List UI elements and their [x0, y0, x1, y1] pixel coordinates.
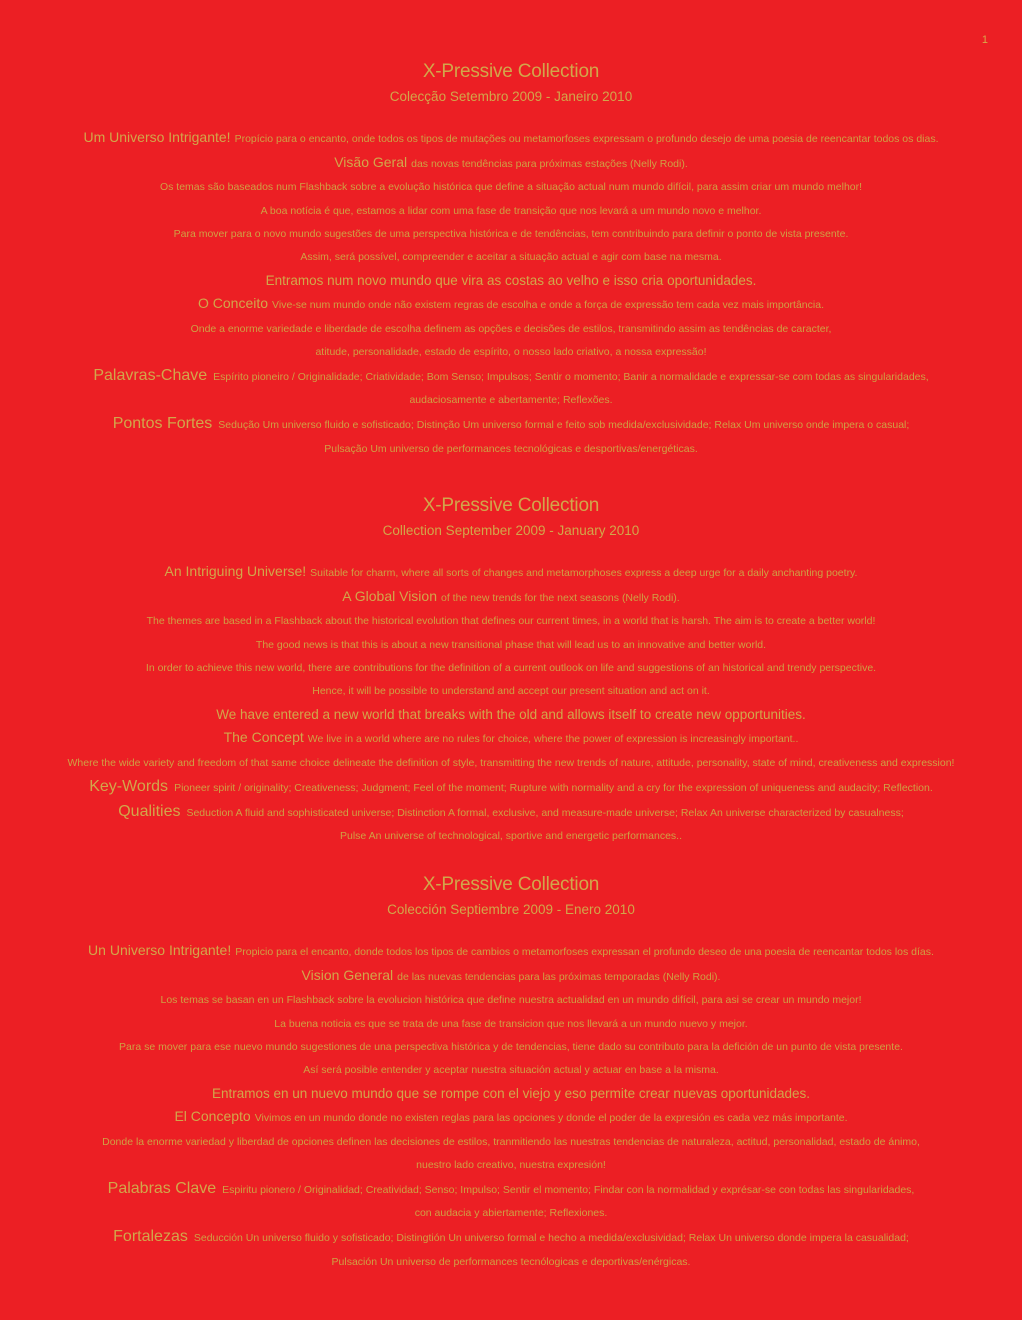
- body-line: Los temas se basan en un Flashback sobre la evolucion histórica que define nuestra actualidad en un mundo difícil, para asi se crear un mundo mejor!: [160, 994, 862, 1007]
- body-line: nuestro lado creativo, nuestra expresión!: [416, 1158, 606, 1171]
- universe-text: Propicio para el encanto, donde todos los tipos de cambios o metamorfoses expressan el profundo deseo de una poesia de reencantar todos los días.: [235, 946, 934, 958]
- section-subtitle: Colecção Setembro 2009 - Janeiro 2010: [389, 89, 633, 104]
- keywords-label: Palavras-Chave: [93, 367, 208, 385]
- vision-paragraph: [0, 585, 1022, 610]
- universe-label: Un Universo Intrigante!: [88, 942, 232, 958]
- body-line: Pulse An universe of technological, sportive and energetic performances..: [339, 830, 683, 843]
- body-line: Hence, it will be possible to understand and accept our present situation and act on it.: [312, 685, 710, 698]
- keywords-text: Pioneer spirit / originality; Creativeness; Judgment; Feel of the moment; Rupture with normality and a cry for the expression of uniqueness and audacity; Reflection.: [174, 781, 933, 794]
- vision-text: of the new trends for the next seasons (Nelly Rodi).: [441, 592, 680, 605]
- body-line: audaciosamente e abertamente; Reflexões.: [409, 394, 613, 407]
- universe-paragraph: [0, 126, 1022, 151]
- body-line: The good news is that this is about a new transitional phase that will lead us to an innovative and better world.: [255, 638, 767, 651]
- concept-label: O Conceito: [198, 295, 269, 312]
- section-spanish: [0, 873, 1022, 1274]
- section-title: X-Pressive Collection: [422, 495, 600, 516]
- concept-text: Vive-se num mundo onde não existem regras de escolha e onde a força de expressão tem cada vez mais importância.: [272, 299, 824, 312]
- highlight-line: Entramos en un nuevo mundo que se rompe con el viejo y eso permite crear nuevas oportunidades.: [211, 1086, 811, 1102]
- body-line: La buena noticia es que se trata de una fase de transicion que nos llevará a un mundo nuevo y mejor.: [274, 1017, 748, 1030]
- body-line: con audacia y abiertamente; Reflexiones.: [414, 1207, 608, 1220]
- body-line: atitude, personalidade, estado de espírito, o nosso lado criativo, a nossa expressão!: [315, 345, 707, 358]
- body-line: Donde la enorme variedad y liberdad de opciones definen las decisiones de estilos, tranmitiendo las nuestras tendencias de naturaleza, actitud, personalidad, estado de ánimo,: [102, 1135, 920, 1148]
- qualities-paragraph: [0, 800, 1022, 825]
- body-line: A boa notícia é que, estamos a lidar com uma fase de transição que nos levará a um mundo novo e melhor.: [260, 204, 762, 217]
- qualities-paragraph: [0, 1225, 1022, 1250]
- body-line: Where the wide variety and freedom of that same choice delineate the definition of style, transmitting the new trends of nature, attitude, personality, state of mind, creativeness and expression!: [67, 756, 955, 769]
- vision-label: Vision General: [301, 967, 394, 984]
- section-subtitle: Collection September 2009 - January 2010: [382, 523, 640, 538]
- body-line: Onde a enorme variedade e liberdade de escolha definem as opções e decisões de estilos, transmitindo assim as tendências de caracter,: [190, 322, 832, 335]
- universe-label: Um Universo Intrigante!: [83, 129, 231, 145]
- keywords-label: Palabras Clave: [107, 1180, 217, 1198]
- highlight-line: We have entered a new world that breaks with the old and allows itself to create new opportunities.: [216, 707, 806, 723]
- qualities-label: Pontos Fortes: [112, 415, 213, 433]
- universe-paragraph: [0, 560, 1022, 585]
- body-line: Pulsação Um universo de performances tecnológicas e desportivas/energéticas.: [324, 442, 698, 455]
- body-line: Para mover para o novo mundo sugestões de uma perspectiva histórica e de tendências, tem contribuindo para definir o ponto de vista presente.: [173, 227, 849, 240]
- universe-paragraph: [0, 939, 1022, 964]
- vision-text: de las nuevas tendencias para las próximas temporadas (Nelly Rodi).: [397, 971, 721, 984]
- vision-text: das novas tendências para próximas estações (Nelly Rodi).: [411, 158, 688, 171]
- qualities-label: Fortalezas: [113, 1228, 188, 1246]
- vision-paragraph: [0, 151, 1022, 176]
- vision-label: Visão Geral: [334, 154, 408, 171]
- section-title: X-Pressive Collection: [422, 874, 600, 895]
- vision-paragraph: [0, 964, 1022, 989]
- qualities-text: Seduction A fluid and sophisticated universe; Distinction A formal, exclusive, and measure-made universe; Relax An universe characterized by casualness;: [186, 807, 904, 820]
- concept-text: We live in a world where are no rules for choice, where the power of expression is increasingly important..: [307, 733, 799, 746]
- concept-paragraph: [0, 292, 1022, 317]
- body-line: Así será posible entender y aceptar nuestra situación actual y actuar en base a la misma.: [303, 1064, 719, 1077]
- concept-text: Vivimos en un mundo donde no existen reglas para las opciones y donde el poder de la expresión es cada vez más importante.: [254, 1112, 848, 1125]
- section-subtitle: Colección Septiembre 2009 - Enero 2010: [387, 902, 635, 917]
- body-line: In order to achieve this new world, there are contributions for the definition of a current outlook on life and suggestions of an historical and trendy perspective.: [145, 661, 877, 674]
- qualities-text: Seducción Un universo fluido y sofisticado; Distingtión Un universo formal e hecho a medida/exclusividad; Relax Un universo donde impera la casualidad;: [193, 1232, 909, 1245]
- universe-label: An Intriguing Universe!: [164, 563, 307, 579]
- concept-label: The Concept: [223, 729, 304, 746]
- qualities-paragraph: [0, 412, 1022, 437]
- keywords-paragraph: [0, 775, 1022, 800]
- body-line: Assim, será possível, compreender e aceitar a situação actual e agir com base na mesma.: [300, 251, 722, 264]
- body-line: The themes are based in a Flashback about the historical evolution that defines our current times, in a world that is harsh. The aim is to create a better world!: [146, 615, 876, 628]
- section-title: X-Pressive Collection: [422, 61, 600, 82]
- concept-paragraph: [0, 1105, 1022, 1130]
- keywords-label: Key-Words: [89, 777, 169, 795]
- keywords-text: Espiritu pionero / Originalidad; Creatividad; Senso; Impulso; Sentir el momento; Findar con la normalidad y exprésar-se con todas las singularidades,: [222, 1184, 915, 1197]
- vision-label: A Global Vision: [342, 588, 437, 605]
- keywords-text: Espírito pioneiro / Originalidade; Criatividade; Bom Senso; Impulsos; Sentir o momento; Banir a normalidade e expressar-se com todas as singularidades,: [213, 371, 929, 384]
- body-line: Os temas são baseados num Flashback sobre a evolução histórica que define a situação actual num mundo difícil, para assim criar um mundo melhor!: [159, 181, 863, 194]
- concept-label: El Concepto: [174, 1108, 251, 1125]
- highlight-line: Entramos num novo mundo que vira as costas ao velho e isso cria oportunidades.: [265, 273, 757, 289]
- section-portuguese: [0, 60, 1022, 461]
- page-number: 1: [981, 34, 988, 46]
- qualities-text: Sedução Um universo fluido e sofisticado; Distinção Um universo formal e feito sob medida/exclusividade; Relax Um universo onde impera o casual;: [218, 419, 910, 432]
- qualities-label: Qualities: [118, 803, 181, 821]
- concept-paragraph: [0, 726, 1022, 751]
- body-line: Para se mover para ese nuevo mundo sugestiones de una perspectiva histórica y de tendencias, tiene dado su contributo para la defición de un punto de vista presente.: [119, 1040, 903, 1053]
- universe-text: Propício para o encanto, onde todos os tipos de mutações ou metamorfoses expressam o profundo desejo de uma poesia de reencantar todos os dias.: [234, 133, 939, 145]
- universe-text: Suitable for charm, where all sorts of changes and metamorphoses express a deep urge for a daily anchanting poetry.: [310, 567, 858, 579]
- keywords-paragraph: [0, 364, 1022, 389]
- keywords-paragraph: [0, 1177, 1022, 1202]
- section-english: [0, 494, 1022, 848]
- body-line: Pulsación Un universo de performances tecnólogicas e deportivas/enérgicas.: [331, 1255, 691, 1268]
